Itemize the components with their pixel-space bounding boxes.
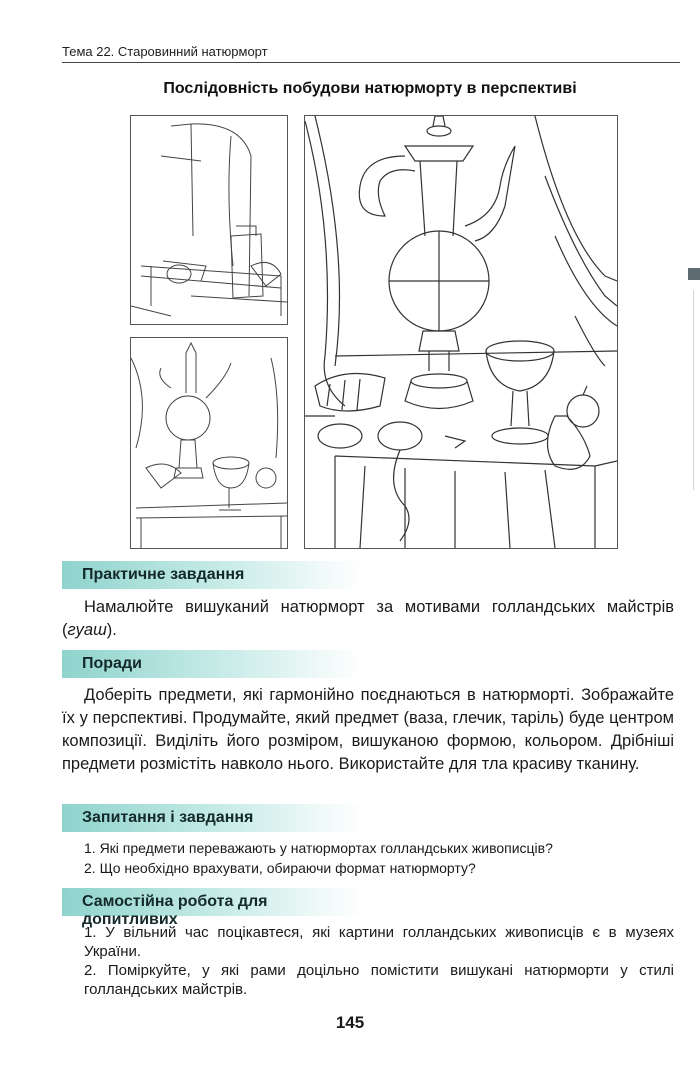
independent-work-list — [62, 923, 674, 999]
page-number: 145 — [335, 1013, 365, 1032]
question-item: 2. Що необхідно врахувати, обираючи формат натюрморту? — [84, 860, 476, 876]
independent-item: 2. Поміркуйте, у які рами доцільно помістити вишукані натюрморти у стилі голландських майстрів. — [84, 962, 674, 998]
page-title: Послідовність побудови натюрморту в перспективі — [163, 80, 577, 97]
independent-work-heading — [62, 888, 362, 928]
sketch-stage-2 — [130, 337, 288, 549]
tips-heading — [62, 650, 362, 678]
question-item: 1. Які предмети переважають у натюрмортах голландських живописців? — [84, 840, 553, 856]
questions-list — [62, 838, 674, 878]
practical-task-label: Практичне завдання — [82, 566, 245, 583]
practical-task-text: Намалюйте вишуканий натюрморт за мотивами голландських майстрів (гуаш). — [62, 598, 674, 639]
tips-label: Поради — [82, 655, 142, 672]
tips-text: Доберіть предмети, які гармонійно поєднаються в натюрморті. Зображайте їх у перспективі. Продумайте, який предмет (ваза, глечик, таріль) буде центром композиції. Виділіть його розміром, вишуканою формою, кольором. Дрібніші предмети розмістіть навколо нього. Використайте для тла красиву тканину. — [62, 686, 674, 773]
page-edge-tab — [688, 268, 700, 280]
independent-work-label: Самостійна робота для допитливих — [82, 893, 268, 928]
practical-task-heading — [62, 561, 362, 589]
page-edge-line — [693, 290, 694, 490]
medium-term: гуаш — [67, 621, 107, 639]
independent-item: 1. У вільний час поцікавтеся, які картини голландських живописців є в музеях України. — [84, 924, 674, 960]
sketch-final — [304, 115, 618, 549]
questions-heading — [62, 804, 362, 832]
questions-label: Запитання і завдання — [82, 809, 254, 826]
running-header: Тема 22. Старовинний натюрморт — [62, 44, 268, 59]
sketch-stage-1 — [130, 115, 288, 325]
header-rule — [62, 62, 680, 63]
